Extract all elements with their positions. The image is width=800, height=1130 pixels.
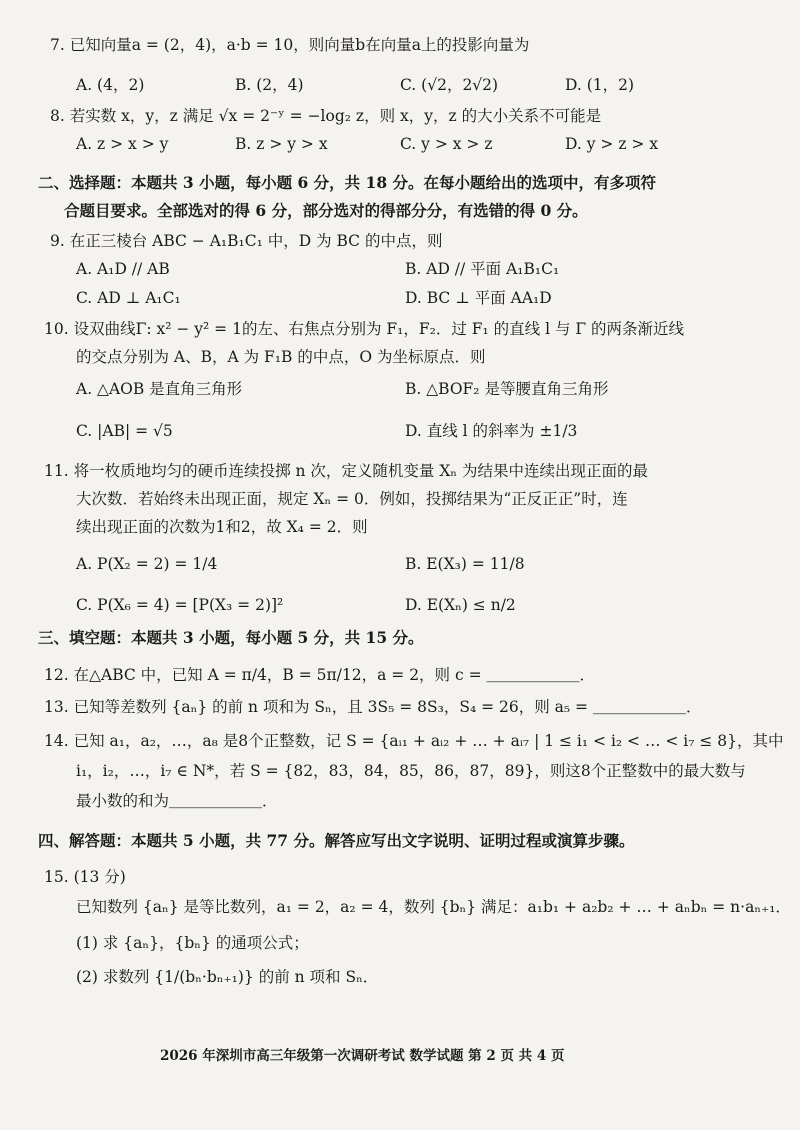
q7-option-a: A. (4，2) (76, 76, 145, 94)
footer-text: 2026 年深圳市高三年级第一次调研考试 数学试题 第 2 页 共 4 页 (160, 1048, 565, 1064)
q10-stem-1: 10. 设双曲线Γ: x² − y² = 1的左、右焦点分别为 F₁，F₂．过 F₁ 的直线 l 与 Γ 的两条渐近线 (44, 320, 685, 338)
q10-option-a: A. △AOB 是直角三角形 (76, 380, 243, 398)
q11-stem-1: 11. 将一枚质地均匀的硬币连续投掷 n 次，定义随机变量 Xₙ 为结果中连续出现正面的最 (44, 462, 649, 480)
q9-option-b: B. AD // 平面 A₁B₁C₁ (405, 260, 560, 278)
q10-option-d: D. 直线 l 的斜率为 ±1/3 (405, 422, 578, 440)
q14-text-1: 14. 已知 a₁，a₂，…，a₈ 是8个正整数，记 S = {aᵢ₁ + aᵢ₂ + … + aᵢ₇ | 1 ≤ i₁ < i₂ < … < i₇ ≤ 8}，其中 (44, 732, 784, 750)
q11-stem-3: 续出现正面的次数为1和2，故 X₄ = 2．则 (76, 518, 368, 536)
q10-option-b: B. △BOF₂ 是等腰直角三角形 (405, 380, 609, 398)
q13-text: 13. 已知等差数列 {aₙ} 的前 n 项和为 Sₙ，且 3S₅ = 8S₃，S₄ = 26，则 a₅ = ＿＿＿＿＿＿． (44, 698, 702, 716)
q15-part-1: (1) 求 {aₙ}，{bₙ} 的通项公式； (76, 934, 309, 952)
q7-option-d: D. (1，2) (565, 76, 635, 94)
section-4-title: 四、解答题：本题共 5 小题，共 77 分。解答应写出文字说明、证明过程或演算步骤。 (38, 831, 635, 850)
q15-head: 15. (13 分) (44, 868, 126, 886)
q14-text-3: 最小数的和为＿＿＿＿＿＿． (76, 792, 278, 810)
q8-option-d: D. y > z > x (565, 135, 659, 153)
q7-stem: 7. 已知向量a = (2，4)，a·b = 10，则向量b在向量a上的投影向量为 (50, 36, 530, 54)
section-2-title: 二、选择题：本题共 3 小题，每小题 6 分，共 18 分。在每小题给出的选项中，有多项符 (38, 173, 657, 192)
q11-stem-2: 大次数．若始终未出现正面，规定 Xₙ = 0．例如，投掷结果为“正反正正”时，连 (76, 490, 628, 508)
q9-option-c: C. AD ⊥ A₁C₁ (76, 289, 181, 307)
q11-option-b: B. E(X₃) = 11/8 (405, 555, 525, 573)
q10-stem-2: 的交点分别为 A、B，A 为 F₁B 的中点，O 为坐标原点．则 (76, 348, 486, 366)
q9-option-d: D. BC ⊥ 平面 AA₁D (405, 289, 552, 307)
q8-option-a: A. z > x > y (76, 135, 169, 153)
q11-option-c: C. P(X₆ = 4) = [P(X₃ = 2)]² (76, 596, 284, 614)
q8-option-c: C. y > x > z (400, 135, 493, 153)
section-3-title: 三、填空题：本题共 3 小题，每小题 5 分，共 15 分。 (38, 628, 424, 647)
q8-option-b: B. z > y > x (235, 135, 328, 153)
q9-option-a: A. A₁D // AB (76, 260, 170, 278)
q9-stem: 9. 在正三棱台 ABC − A₁B₁C₁ 中，D 为 BC 的中点，则 (50, 232, 443, 250)
q7-option-b: B. (2，4) (235, 76, 304, 94)
q12-text: 12. 在△ABC 中，已知 A = π/4，B = 5π/12，a = 2，则 c = ＿＿＿＿＿＿． (44, 666, 596, 684)
q11-option-a: A. P(X₂ = 2) = 1/4 (76, 555, 218, 573)
q7-option-c: C. (√2，2√2) (400, 76, 499, 94)
q8-stem: 8. 若实数 x，y，z 满足 √x = 2⁻ʸ = −log₂ z，则 x，y，z 的大小关系不可能是 (50, 107, 602, 125)
section-2-rules: 合题目要求。全部选对的得 6 分，部分选对的得部分分，有选错的得 0 分。 (64, 201, 588, 220)
q14-text-2: i₁，i₂，…，i₇ ∈ N*，若 S = {82，83，84，85，86，87，89}，则这8个正整数中的最大数与 (76, 762, 746, 780)
q11-option-d: D. E(Xₙ) ≤ n/2 (405, 596, 516, 614)
q15-text-1: 已知数列 {aₙ} 是等比数列，a₁ = 2，a₂ = 4，数列 {bₙ} 满足：a₁b₁ + a₂b₂ + … + aₙbₙ = n·aₙ₊₁． (76, 898, 791, 916)
q10-option-c: C. |AB| = √5 (76, 422, 173, 440)
q15-part-2: (2) 求数列 {1/(bₙ·bₙ₊₁)} 的前 n 项和 Sₙ． (76, 968, 379, 986)
